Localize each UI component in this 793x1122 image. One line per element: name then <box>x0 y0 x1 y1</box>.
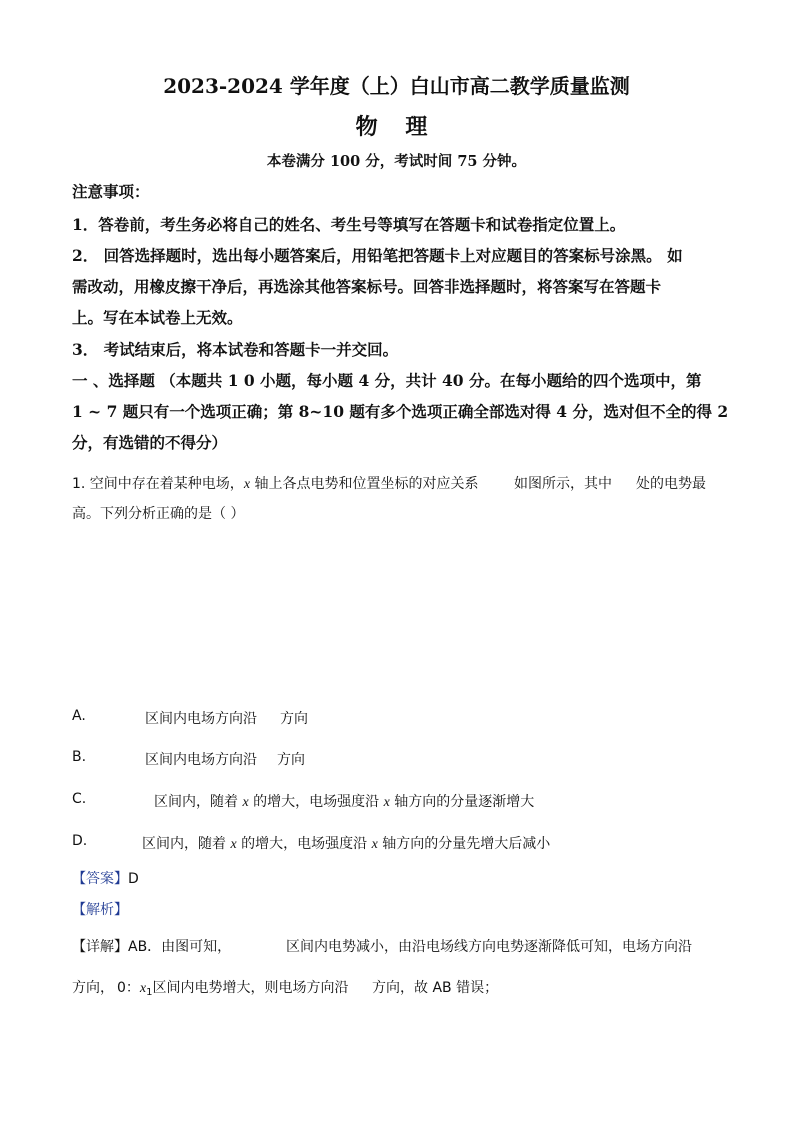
notice-heading: 注意事项： <box>72 182 150 201</box>
option-c-letter: C. <box>72 791 87 807</box>
answer-line <box>72 868 139 888</box>
section-1-line-2: 1 ~ 7 题只有一个选项正确；第 8~10 题有多个选项正确全部选对得 4 分，选对但不全的得 2 <box>72 402 729 421</box>
exam-title: 2023-2024 学年度（上）白山市高二教学质量监测 <box>163 74 630 98</box>
option-d-letter: D. <box>72 833 88 849</box>
section-1-line-3: 分，有选错的不得分） <box>72 433 228 452</box>
detail-line-2-d: 方向，故 AB 错误； <box>372 980 499 996</box>
notice-item-2-line-3: 上。写在本试卷上无效。 <box>72 308 243 327</box>
detail-line-1-a: 【详解】AB．由图可知， <box>72 939 232 955</box>
answer-value: D <box>128 871 139 887</box>
option-b-text-end: 方向 <box>277 752 305 768</box>
option-b-text: 区间内电场方向沿 <box>145 752 257 768</box>
question-1-stem-part-c: 如图所示，其中 <box>514 476 612 492</box>
question-1-stem-part-a: 1. 空间中存在着某种电场，x 轴上各点电势和位置坐标的对应关系 <box>72 476 479 492</box>
notice-item-2-line-2: 需改动，用橡皮擦干净后，再选涂其他答案标号。回答非选择题时，将答案写在答题卡 <box>72 277 662 296</box>
section-1-line-1: 一 、选择题 （本题共 1 0 小题，每小题 4 分，共计 40 分。在每小题给的四个选项中，第 <box>72 371 702 390</box>
detail-line-1-b: 区间内电势减小，由沿电场线方向电势逐渐降低可知，电场方向沿 <box>286 939 692 955</box>
option-a-letter: A. <box>72 708 86 724</box>
option-a-text-end: 方向 <box>280 711 308 727</box>
notice-item-2-line-1: 2． 回答选择题时，选出每小题答案后，用铅笔把答题卡上对应题目的答案标号涂黑。 如 <box>72 246 683 265</box>
option-c-text: 区间内，随着 x 的增大，电场强度沿 x 轴方向的分量逐渐增大 <box>154 794 535 810</box>
detail-line-2-a: 方向， <box>72 980 114 996</box>
notice-item-3: 3． 考试结束后，将本试卷和答题卡一并交回。 <box>72 340 399 359</box>
option-b-letter: B. <box>72 749 87 765</box>
exam-subject: 物 理 <box>355 114 438 140</box>
option-a-text: 区间内电场方向沿 <box>145 711 257 727</box>
question-1-stem-line-2: 高。下列分析正确的是（ ） <box>72 506 245 522</box>
option-d-text: 区间内，随着 x 的增大，电场强度沿 x 轴方向的分量先增大后减小 <box>142 836 551 852</box>
answer-tag: 【答案】 <box>72 871 128 887</box>
question-1-stem-part-d: 处的电势最 <box>636 476 706 492</box>
notice-item-1: 1．答卷前，考生务必将自己的姓名、考生号等填写在答题卡和试卷指定位置上。 <box>72 215 626 234</box>
analysis-tag: 【解析】 <box>72 902 128 918</box>
exam-subtitle: 本卷满分 100 分，考试时间 75 分钟。 <box>266 153 527 170</box>
detail-line-2-b: 0：$x_1$区间内电势增大，则电场方向沿 <box>117 980 349 998</box>
